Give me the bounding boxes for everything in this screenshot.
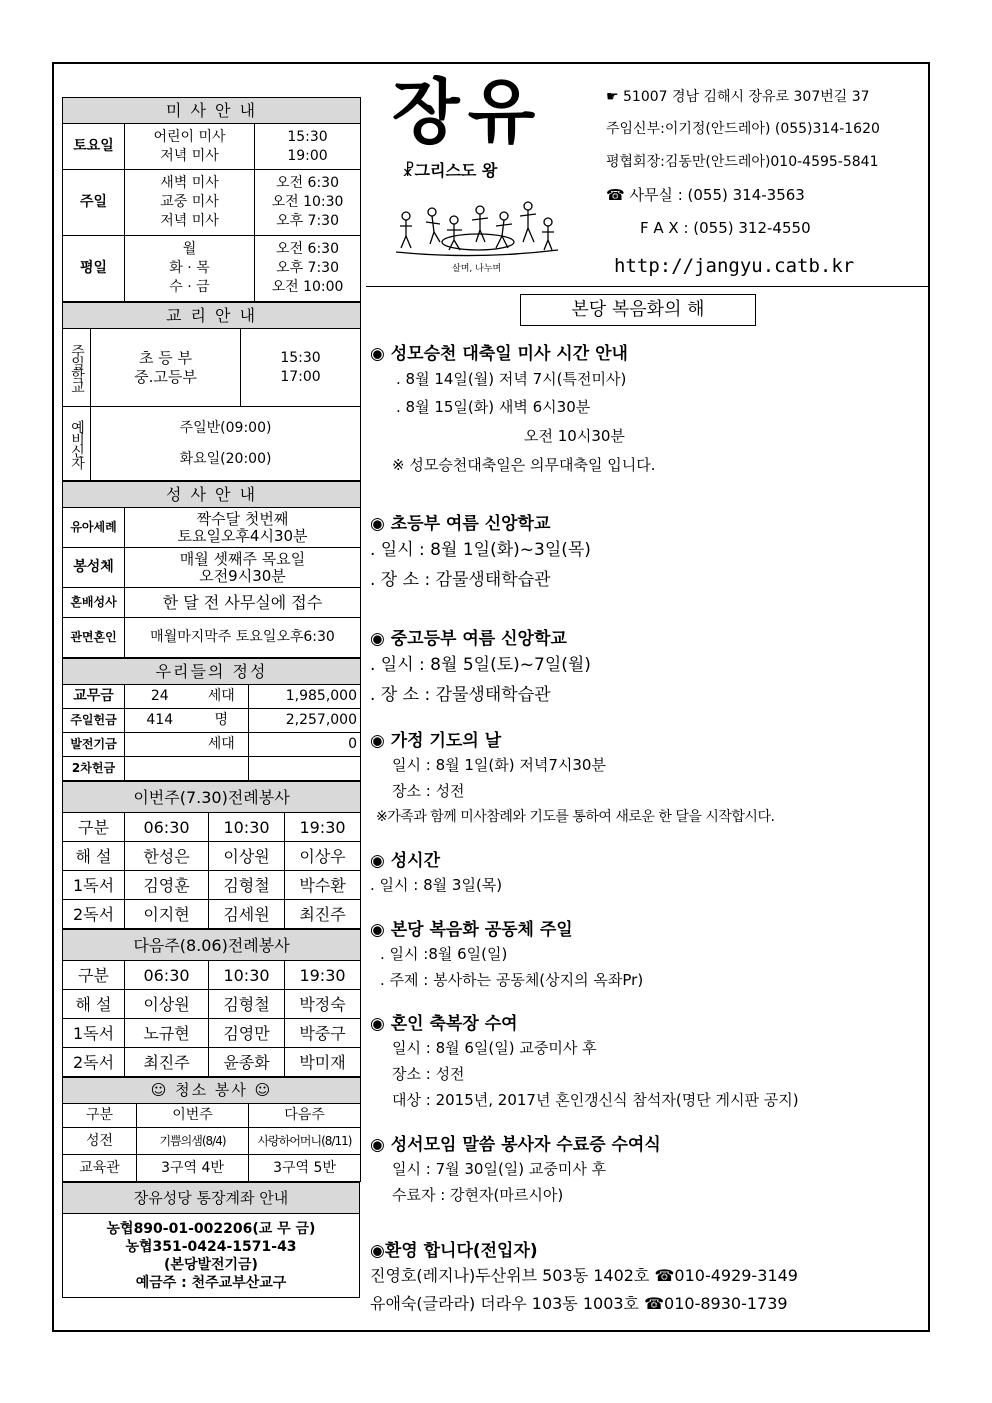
cleaning-head: 이번주 xyxy=(137,1104,249,1128)
fax-number: F A X : (055) 312-4550 xyxy=(640,219,811,237)
mass-saturday-label: 토요일 xyxy=(63,124,125,170)
service-person: 최진주 xyxy=(125,1048,209,1077)
service-role: 해 설 xyxy=(63,990,125,1019)
mass-time: 오전 10:00 xyxy=(271,279,344,295)
service-person: 노규현 xyxy=(125,1019,209,1048)
mass-time: 15:30 xyxy=(287,128,328,145)
notice-line: . 8월 15일(화) 새벽 6시30분 xyxy=(396,398,591,416)
notice-assumption xyxy=(370,343,925,480)
offering-label: 주일헌금 xyxy=(63,709,125,733)
notice-line: 오전 10시30분 xyxy=(524,427,625,445)
service-person: 이상우 xyxy=(285,842,361,871)
service-person: 김세원 xyxy=(209,900,285,929)
sacrament-value: 짝수달 첫번째 토요일오후4시30분 xyxy=(125,508,361,548)
cleaning-title: ☺ 청소 봉사 ☺ xyxy=(63,1078,361,1104)
mass-item: 새벽 미사 xyxy=(160,175,219,191)
offering-label: 2차헌금 xyxy=(63,757,125,781)
mass-time: 오전 6:30 xyxy=(276,241,339,257)
catechumen-class: 화요일(20:00) xyxy=(179,450,272,467)
service-next-table xyxy=(62,929,361,1077)
notice-line: . 8월 14일(월) 저녁 7시(특전미사) xyxy=(396,370,627,388)
bank-table xyxy=(62,1182,360,1298)
notice-title: ◉ 성모승천 대축일 미사 시간 안내 xyxy=(370,344,628,364)
offering-unit: 명 xyxy=(195,709,249,733)
service-this-title: 이번주(7.30)전례봉사 xyxy=(63,782,361,813)
notice-title: ◉ 초등부 여름 신앙학교 xyxy=(370,514,551,534)
middle-time: 17:00 xyxy=(280,368,321,385)
notice-youth-camp xyxy=(370,628,925,710)
offering-amount: 0 xyxy=(249,733,361,757)
bank-account: 농협351-0424-1571-43 xyxy=(125,1238,297,1255)
mass-time: 19:00 xyxy=(287,147,328,164)
office-phone: ☎ 사무실 : (055) 314-3563 xyxy=(606,186,805,204)
notice-line: 수료자 : 강현자(마르시아) xyxy=(392,1186,564,1204)
service-head: 10:30 xyxy=(209,813,285,842)
service-person: 이상원 xyxy=(125,990,209,1019)
cleaning-group: 기쁨의샘(8/4) xyxy=(137,1128,249,1155)
mass-item: 월 xyxy=(182,241,197,257)
service-person: 김형철 xyxy=(209,990,285,1019)
sacrament-value: 매월마지막주 토요일오후6:30 xyxy=(125,618,361,658)
pastor-contact: 주임신부:이기정(안드레아) (055)314-1620 xyxy=(606,121,880,137)
mass-table xyxy=(62,97,361,302)
offering-count: 414 xyxy=(125,709,195,733)
service-person: 김영훈 xyxy=(125,871,209,900)
service-person: 최진주 xyxy=(285,900,361,929)
notice-line: 유애숙(글라라) 더라우 103동 1003호 ☎010-8930-1739 xyxy=(370,1294,788,1313)
notice-line: 일시 : 8월 6일(일) 교중미사 후 xyxy=(392,1039,597,1057)
notice-line: ※가족과 함께 미사참례와 기도를 통하여 새로운 한 달을 시작합시다. xyxy=(376,809,775,825)
catechism-title: 교 리 안 내 xyxy=(63,303,361,329)
notice-holy-hour xyxy=(370,850,925,898)
notice-line: 진영호(레지나)두산위브 503동 1402호 ☎010-4929-3149 xyxy=(370,1266,798,1285)
mass-sunday-label: 주일 xyxy=(63,170,125,236)
service-head: 구분 xyxy=(63,813,125,842)
cleaning-group: 3구역 5반 xyxy=(249,1155,361,1182)
sacrament-label: 혼배성사 xyxy=(63,588,125,618)
sacrament-value: 한 달 전 사무실에 접수 xyxy=(125,588,361,618)
offering-unit: 세대 xyxy=(195,733,249,757)
notice-title: ◉환영 합니다(전입자) xyxy=(370,1241,538,1261)
notice-line: 일시 : 7월 30일(일) 교중미사 후 xyxy=(392,1160,607,1178)
offering-amount xyxy=(249,757,361,781)
offering-count: 24 xyxy=(125,685,195,709)
notice-line: 대상 : 2015년, 2017년 혼인갱신식 참석자(명단 게시판 공지) xyxy=(392,1091,799,1109)
year-theme-box: 본당 복음화의 해 xyxy=(520,294,756,326)
cleaning-group: 사랑하어머니(8/11) xyxy=(249,1128,361,1155)
service-next-title: 다음주(8.06)전례봉사 xyxy=(63,930,361,961)
illustration-caption: 살며, 나누며 xyxy=(452,264,502,274)
sacrament-table xyxy=(62,481,361,658)
notice-line: . 장 소 : 감물생태학습관 xyxy=(370,685,551,705)
notice-bible-group xyxy=(370,1134,925,1208)
sunday-school-label: 주일학교 xyxy=(63,329,91,407)
church-address: ☛ 51007 경남 김해시 장유로 307번길 37 xyxy=(606,89,870,105)
sacrament-title: 성 사 안 내 xyxy=(63,482,361,508)
service-this-table xyxy=(62,781,361,929)
mass-title: 미 사 안 내 xyxy=(63,98,361,124)
service-head: 10:30 xyxy=(209,961,285,990)
notice-elementary-camp xyxy=(370,513,925,595)
service-role: 1독서 xyxy=(63,871,125,900)
notice-title: ◉ 성시간 xyxy=(370,851,441,871)
service-person: 윤종화 xyxy=(209,1048,285,1077)
middle-class: 중.고등부 xyxy=(134,367,197,386)
service-person: 김영만 xyxy=(209,1019,285,1048)
service-person: 이지현 xyxy=(125,900,209,929)
council-contact: 평협회장:김동만(안드레아)010-4595-5841 xyxy=(606,154,879,170)
notice-family-prayer xyxy=(370,730,925,830)
mass-item: 교중 미사 xyxy=(160,194,219,210)
notice-evangelization-sunday xyxy=(370,919,925,993)
bulletin-subtitle: ☧그리스도 왕 xyxy=(402,161,498,180)
service-head: 06:30 xyxy=(125,813,209,842)
bank-holder: 예금주 : 천주교부산교구 xyxy=(135,1274,287,1291)
service-person: 이상원 xyxy=(209,842,285,871)
catechumen-label: 예비신자 xyxy=(63,407,91,481)
service-person: 한성은 xyxy=(125,842,209,871)
notice-line: . 일시 : 8월 1일(화)~3일(목) xyxy=(370,540,591,560)
mass-time: 오후 7:30 xyxy=(276,213,339,229)
notice-title: ◉ 본당 복음화 공동체 주일 xyxy=(370,920,573,940)
cleaning-group: 3구역 4반 xyxy=(137,1155,249,1182)
offering-count xyxy=(125,733,195,757)
elem-time: 15:30 xyxy=(280,349,321,366)
cleaning-place: 성전 xyxy=(63,1128,137,1155)
offering-label: 교무금 xyxy=(63,685,125,709)
mass-item: 어린이 미사 xyxy=(153,128,226,145)
service-role: 2독서 xyxy=(63,900,125,929)
service-role: 2독서 xyxy=(63,1048,125,1077)
notice-line: . 일시 : 8월 5일(토)~7일(월) xyxy=(370,655,591,675)
elem-class: 초 등 부 xyxy=(138,348,192,367)
offering-label: 발전기금 xyxy=(63,733,125,757)
mass-item: 수 · 금 xyxy=(169,279,210,295)
bank-account: 농협890-01-002206(교 무 금) xyxy=(106,1220,316,1237)
notice-title: ◉ 혼인 축복장 수여 xyxy=(370,1014,518,1034)
mass-time: 오전 6:30 xyxy=(276,175,339,191)
catechism-table xyxy=(62,302,361,481)
sacrament-label: 관면혼인 xyxy=(63,618,125,658)
service-person: 박중구 xyxy=(285,1019,361,1048)
notice-line: 장소 : 성전 xyxy=(392,1065,465,1083)
offering-table xyxy=(62,658,361,781)
service-role: 해 설 xyxy=(63,842,125,871)
cleaning-head: 다음주 xyxy=(249,1104,361,1128)
cleaning-place: 교육관 xyxy=(63,1155,137,1182)
notice-title: ◉ 성서모임 말씀 봉사자 수료증 수여식 xyxy=(370,1135,661,1155)
cleaning-table xyxy=(62,1077,361,1182)
catechumen-class: 주일반(09:00) xyxy=(179,419,272,436)
offering-unit: 세대 xyxy=(195,685,249,709)
service-person: 김형철 xyxy=(209,871,285,900)
header-divider xyxy=(366,286,928,287)
sacrament-label: 봉성체 xyxy=(63,548,125,588)
offering-amount: 1,985,000 xyxy=(249,685,361,709)
notice-marriage-blessing xyxy=(370,1013,925,1113)
notice-title: ◉ 가정 기도의 날 xyxy=(370,731,502,751)
notice-welcome xyxy=(370,1240,925,1318)
notice-line: 장소 : 성전 xyxy=(392,782,465,800)
service-head: 구분 xyxy=(63,961,125,990)
notice-line: . 일시 : 8월 3일(목) xyxy=(370,876,503,894)
bulletin-title: 장유 xyxy=(392,70,544,153)
offering-amount: 2,257,000 xyxy=(249,709,361,733)
bank-title: 장유성당 통장계좌 안내 xyxy=(63,1183,360,1214)
notice-title: ◉ 중고등부 여름 신앙학교 xyxy=(370,629,567,649)
notice-line: . 일시 :8월 6일(일) xyxy=(380,945,508,963)
mass-weekday-label: 평일 xyxy=(63,236,125,302)
sacrament-value: 매월 셋째주 목요일 오전9시30분 xyxy=(125,548,361,588)
offering-title: 우리들의 정성 xyxy=(63,659,361,685)
cleaning-head: 구분 xyxy=(63,1104,137,1128)
mass-item: 저녁 미사 xyxy=(160,213,219,229)
left-column xyxy=(62,97,360,1298)
website-link[interactable]: http://jangyu.catb.kr xyxy=(614,255,855,277)
notice-line: . 장 소 : 감물생태학습관 xyxy=(370,570,551,590)
service-head: 06:30 xyxy=(125,961,209,990)
sacrament-label: 유아세례 xyxy=(63,508,125,548)
service-role: 1독서 xyxy=(63,1019,125,1048)
service-head: 19:30 xyxy=(285,961,361,990)
offering-count xyxy=(125,757,249,781)
mass-time: 오전 10:30 xyxy=(271,194,344,210)
notice-line: ※ 성모승천대축일은 의무대축일 입니다. xyxy=(392,456,656,474)
service-person: 박수환 xyxy=(285,871,361,900)
notice-line: 일시 : 8월 1일(화) 저녁7시30분 xyxy=(392,756,606,774)
mass-item: 저녁 미사 xyxy=(160,147,219,164)
mass-time: 오후 7:30 xyxy=(276,260,339,276)
bank-purpose: (본당발전기금) xyxy=(164,1256,258,1273)
community-illustration xyxy=(392,196,562,276)
mass-item: 화 · 목 xyxy=(169,260,210,276)
notice-line: . 주제 : 봉사하는 공동체(상지의 옥좌Pr) xyxy=(380,971,644,989)
service-person: 박정숙 xyxy=(285,990,361,1019)
service-head: 19:30 xyxy=(285,813,361,842)
service-person: 박미재 xyxy=(285,1048,361,1077)
